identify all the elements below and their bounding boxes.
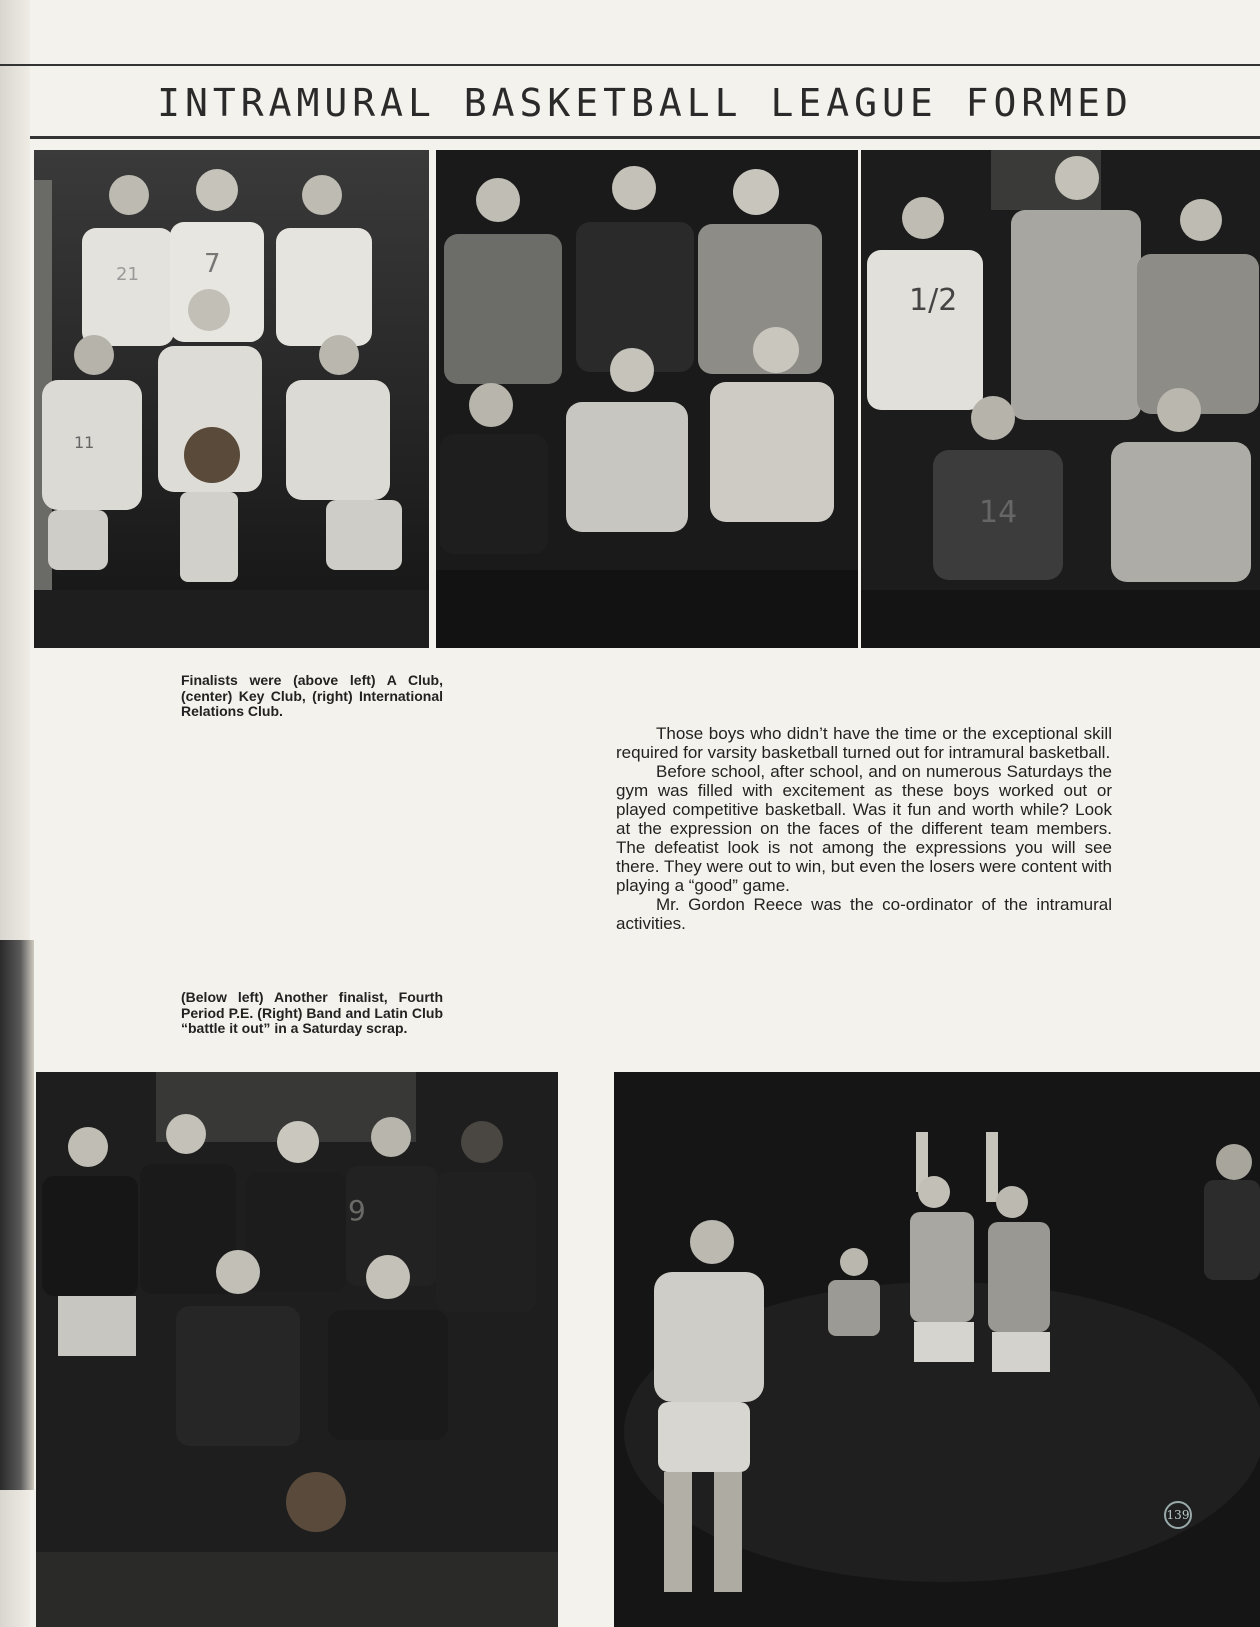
- photo-band-vs-latin-club: [614, 1072, 1260, 1627]
- top-rule: [0, 64, 1260, 66]
- jersey-number: 11: [74, 433, 95, 452]
- photo-key-club: [436, 150, 858, 648]
- article-body: [616, 724, 1112, 933]
- caption-finalists-below: (Below left) Another finalist, Fourth Period P.E. (Right) Band and Latin Club “battle it out” in a Saturday scrap.: [181, 989, 443, 1036]
- page-title: INTRAMURAL BASKETBALL LEAGUE FORMED: [157, 81, 1133, 125]
- jersey-number: 14: [979, 495, 1018, 530]
- binding-shadow: [0, 940, 34, 1490]
- article-paragraph: Those boys who didn’t have the time or the exceptional skill required for varsity basketball turned out for intramural basketball.: [616, 724, 1112, 762]
- caption-finalists-above: Finalists were (above left) A Club, (center) Key Club, (right) International Relations Club.: [181, 672, 443, 719]
- page-number: 139: [1164, 1501, 1192, 1529]
- article-paragraph: Before school, after school, and on numerous Saturdays the gym was filled with excitement as these boys worked out or played competitive basketball. Was it fun and worth while? Look at the expression on the faces of the different team members. The defeatist look is not among the expressions you will see there. They were out to win, but even the losers were content with playing a “good” game.: [616, 762, 1112, 895]
- photo-a-club: [34, 150, 429, 648]
- jersey-number: 9: [348, 1194, 366, 1227]
- jersey-number: 21: [116, 264, 139, 285]
- photo-fourth-period-pe: [36, 1072, 558, 1627]
- photo-international-relations-club: [861, 150, 1260, 648]
- jersey-number: 1/2: [909, 283, 958, 318]
- jersey-number: 7: [204, 249, 221, 279]
- article-paragraph: Mr. Gordon Reece was the co-ordinator of the intramural activities.: [616, 895, 1112, 933]
- title-rule: [30, 136, 1260, 139]
